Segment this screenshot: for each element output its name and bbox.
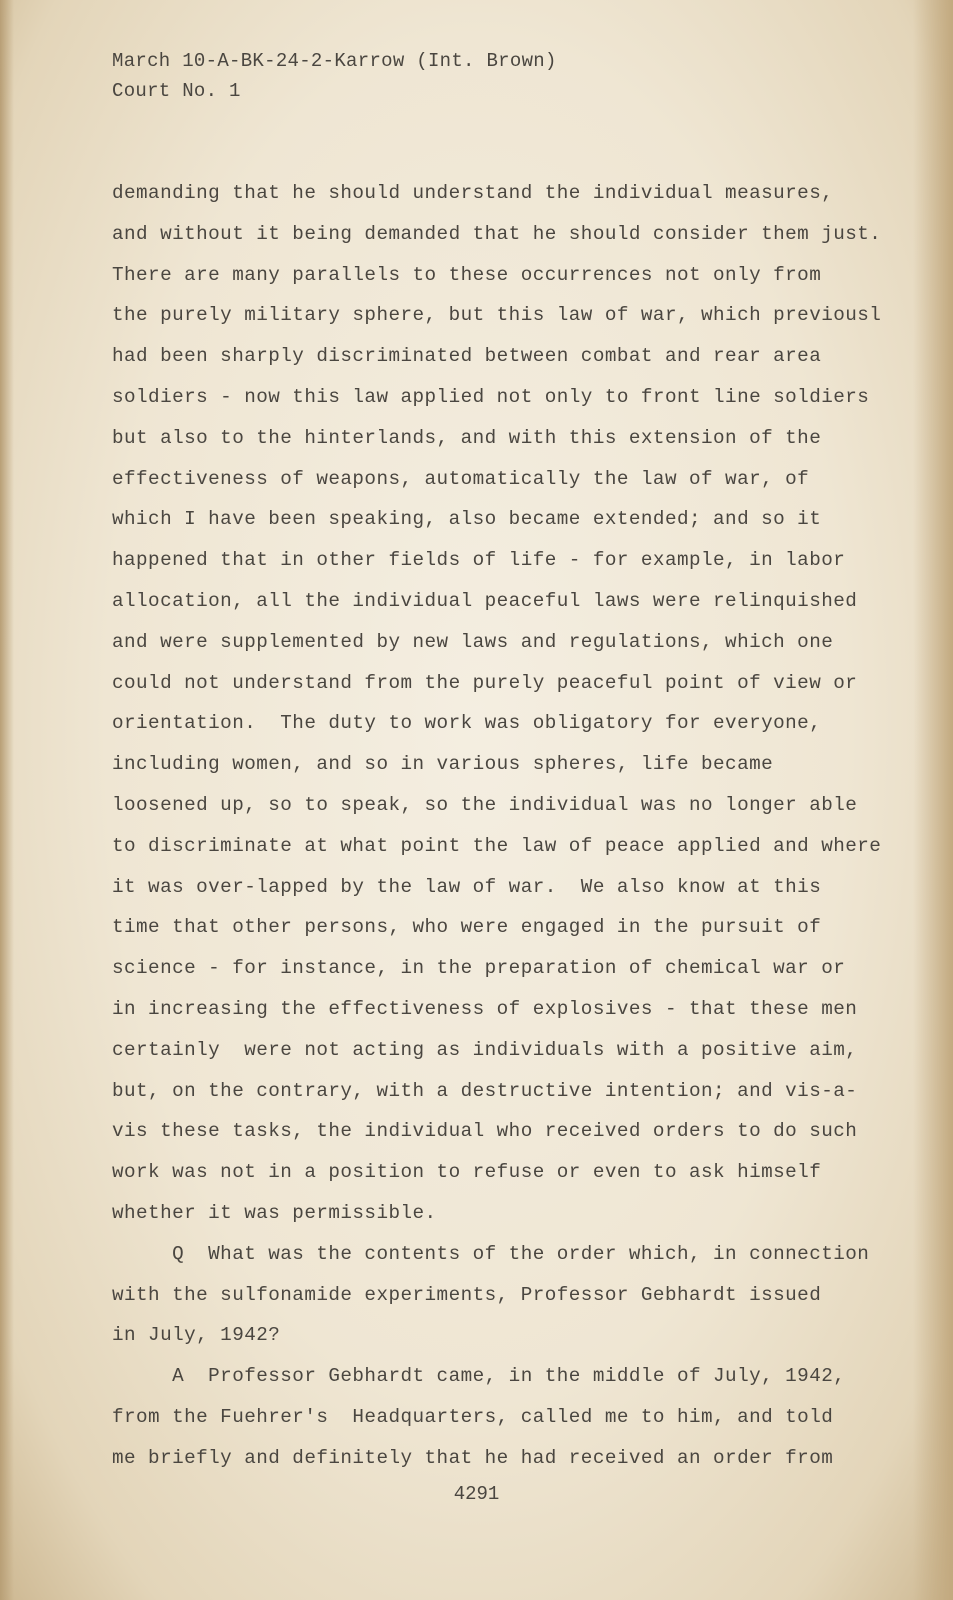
header-court-line: Court No. 1 [112,80,241,102]
text-line: time that other persons, who were engaged in the pursuit of [112,916,822,939]
text-line: whether it was permissible. [112,1201,437,1224]
text-line: me briefly and definitely that he had received an order from [112,1446,834,1469]
text-line: but, on the contrary, with a destructive intention; and vis-a- [112,1079,858,1102]
question-line: Q What was the contents of the order which, in connection [112,1242,870,1265]
paper-edge-right [913,0,953,1600]
text-line: science - for instance, in the preparation of chemical war or [112,957,846,980]
text-line: had been sharply discriminated between combat and rear area [112,345,822,368]
text-line: vis these tasks, the individual who received orders to do such [112,1120,858,1143]
text-line: effectiveness of weapons, automatically the law of war, of [112,467,810,490]
text-line: orientation. The duty to work was obligatory for everyone, [112,712,822,735]
text-line: demanding that he should understand the individual measures, [112,182,834,204]
text-line: and were supplemented by new laws and regulations, which one [112,630,834,653]
text-line: which I have been speaking, also became extended; and so it [112,508,822,531]
text-line: but also to the hinterlands, and with this extension of the [112,426,822,449]
transcript-body [112,173,902,1479]
page-number: 4291 [453,1483,500,1505]
text-line: soldiers - now this law applied not only to front line soldiers [112,385,870,408]
text-line: to discriminate at what point the law of peace applied and where [112,834,882,857]
text-line: certainly were not acting as individuals with a positive aim, [112,1038,858,1061]
text-line: it was over-lapped by the law of war. We also know at this [112,875,822,898]
text-line: work was not in a position to refuse or even to ask himself [112,1161,822,1184]
text-line: loosened up, so to speak, so the individual was no longer able [112,793,858,816]
text-line: and without it being demanded that he should consider them just. [112,222,882,245]
text-line: allocation, all the individual peaceful laws were relinquished [112,589,858,612]
answer-line: A Professor Gebhardt came, in the middle of July, 1942, [112,1365,846,1388]
text-line: could not understand from the purely peaceful point of view or [112,671,858,694]
text-line: from the Fuehrer's Headquarters, called me to him, and told [112,1405,834,1428]
text-line: in increasing the effectiveness of explosives - that these men [112,997,858,1020]
text-line: happened that in other fields of life - for example, in labor [112,549,846,572]
text-line: with the sulfonamide experiments, Professor Gebhardt issued [112,1283,822,1306]
text-line: the purely military sphere, but this law of war, which previousl [112,304,882,327]
header-case-line: March 10-A-BK-24-2-Karrow (Int. Brown) [112,50,557,72]
document-header [112,46,557,106]
text-line: There are many parallels to these occurrences not only from [112,263,822,286]
text-line: including women, and so in various spheres, life became [112,753,774,776]
text-line: in July, 1942? [112,1324,281,1347]
paper-edge-left [0,0,14,1600]
